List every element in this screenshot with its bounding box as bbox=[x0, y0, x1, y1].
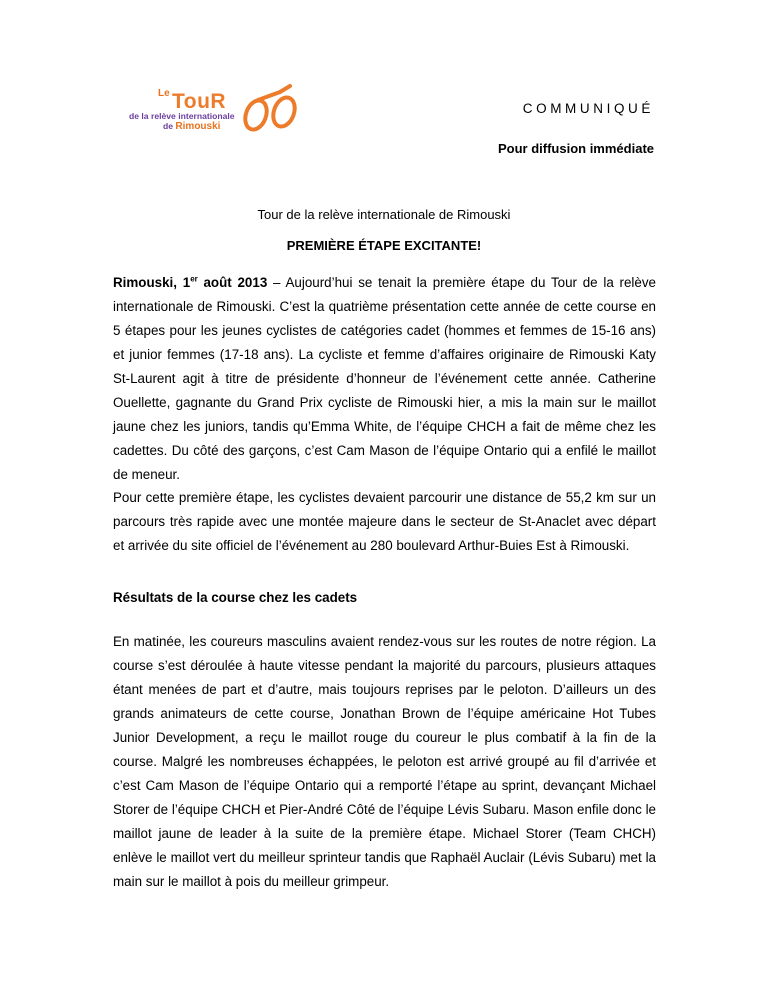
paragraph-results: En matinée, les coureurs masculins avaient rendez-vous sur les routes de notre région. La course s’est déroulée à haute vitesse pendant la majorité du parcours, plusieurs attaques étant menées de part et d’autre, mais toujours reprises par le peloton. D’ailleurs un des grands animateurs de cette course, Jonathan Brown de l’équipe américaine Hot Tubes Junior Development, a reçu le maillot rouge du coureur le plus combatif à la fin de la course. Malgré les nombreuses échappées, le peloton est arrivé groupé au fil d’arrivée et c’est Cam Mason de l’équipe Ontario qui a remporté l’étape au sprint, devançant Michael Storer de l’équipe CHCH et Pier-André Côté de l’équipe Lévis Subaru. Mason enfile donc le maillot jaune de leader à la suite de la première étape. Michael Storer (Team CHCH) enlève le maillot vert du meilleur sprinteur tandis que Raphaël Auclair (Lévis Subaru) met la main sur le maillot à pois du meilleur grimpeur. bbox=[113, 634, 656, 889]
tour-logo bbox=[125, 78, 307, 138]
logo-tour: TouR bbox=[172, 90, 227, 113]
title-line2: PREMIÈRE ÉTAPE EXCITANTE! bbox=[286, 238, 482, 253]
paragraph-route: Pour cette première étape, les cyclistes devaient parcourir une distance de 55,2 km sur un parcours très rapide avec une montée majeure dans le secteur de St-Anaclet avec départ et arrivée du site officiel de l’événement au 280 boulevard Arthur-Buies Est à Rimouski. bbox=[113, 490, 656, 553]
diffusion-label: Pour diffusion immédiate bbox=[497, 141, 654, 156]
bicycle-icon bbox=[240, 82, 302, 134]
paragraph-intro: Rimouski, 1er août 2013 – Aujourd’hui se tenait la première étape du Tour de la relève internationale de Rimouski. C’est la quatrième présentation cette année de cette course en 5 étapes pour les jeunes cyclistes de catégories cadet (hommes et femmes de 15-16 ans) et junior femmes (17-18 ans). La cycliste et femme d’affaires originaire de Rimouski Katy St-Laurent agit à titre de présidente d’honneur de l’événement cette année. Catherine Ouellette, gagnante du Grand Prix cycliste de Rimouski hier, a mis la main sur le maillot jaune chez les juniors, tandis qu’Emma White, de l’équipe CHCH a fait de même chez les cadettes. Du côté des garçons, c’est Cam Mason de l’équipe Ontario qui a enfilé le maillot de meneur. bbox=[113, 274, 656, 482]
dateline: Rimouski, 1er août 2013 bbox=[113, 274, 268, 290]
logo-line3: de Rimouski bbox=[163, 121, 221, 132]
title-line1: Tour de la relève internationale de Rimouski bbox=[257, 207, 511, 222]
communique-label: COMMUNIQUÉ bbox=[522, 101, 654, 116]
section-heading: Résultats de la course chez les cadets bbox=[113, 590, 358, 605]
logo-line2: de la relève internationale bbox=[129, 111, 235, 121]
logo-le: Le bbox=[158, 88, 170, 99]
